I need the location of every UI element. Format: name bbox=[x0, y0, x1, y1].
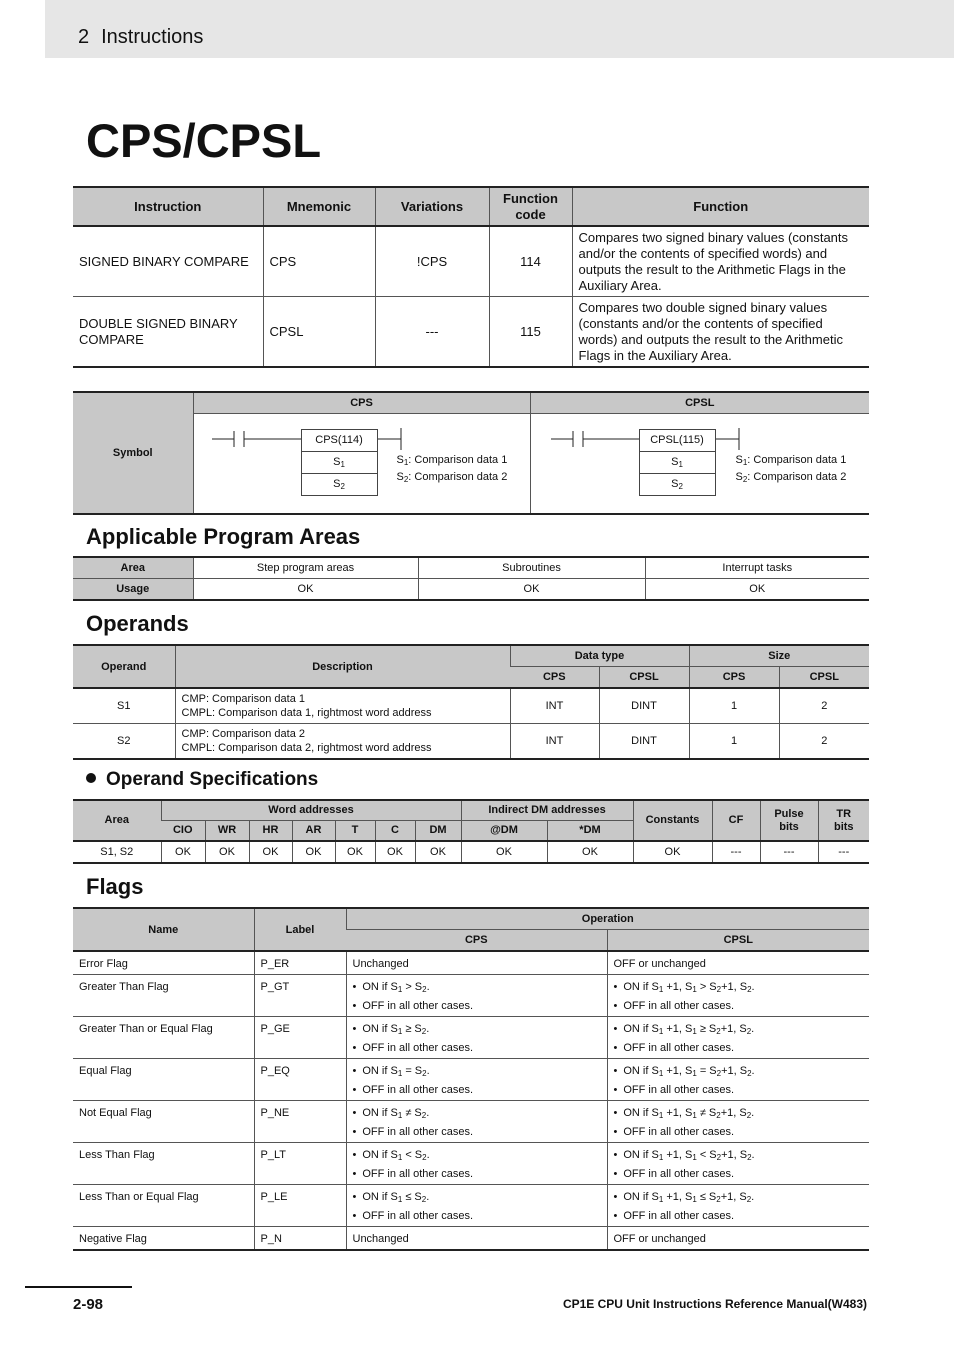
flag-cps-op: • ON if $S_1 = S_2$. • OFF in all other cases. bbox=[346, 1059, 607, 1101]
applicable-areas-table bbox=[73, 556, 869, 601]
area-step: Step program areas bbox=[193, 557, 418, 579]
spec-c: OK bbox=[375, 841, 415, 863]
table-row bbox=[73, 557, 869, 579]
col-pulse-bits bbox=[760, 800, 818, 841]
table-row bbox=[73, 1101, 869, 1143]
flag-cpsl-op: • ON if $S_1 +1$, $S_1 = S_2+1$, $S_2$. • OFF in all other cases. bbox=[607, 1059, 869, 1101]
block-operand-s1: $S_1$ bbox=[302, 452, 377, 474]
spec-dm: OK bbox=[415, 841, 461, 863]
function-code: 115 bbox=[489, 297, 572, 368]
operands-table bbox=[73, 644, 869, 760]
flag-cps-op: • ON if $S_1 < S_2$. • OFF in all other cases. bbox=[346, 1143, 607, 1185]
col-description: Description bbox=[175, 645, 510, 688]
operand-legend bbox=[736, 452, 847, 486]
col-indirect-dm: Indirect DM addresses bbox=[461, 800, 633, 821]
col-operand: Operand bbox=[73, 645, 175, 688]
operand-legend-s2: $S_2$: Comparison data 2 bbox=[396, 471, 508, 484]
operand-legend-s1: $S_1$: Comparison data 1 bbox=[735, 454, 847, 467]
cpsl-type: DINT bbox=[599, 724, 689, 760]
table-row bbox=[73, 1017, 869, 1059]
mnemonic: CPSL bbox=[263, 297, 375, 368]
page-number: 2-98 bbox=[73, 1296, 104, 1313]
operand-legend-s1: $S_1$: Comparison data 1 bbox=[396, 454, 508, 467]
flag-name: Less Than Flag bbox=[73, 1143, 254, 1185]
col-c: C bbox=[375, 821, 415, 842]
flag-cps-op: • ON if $S_1 \le S_2$. • OFF in all other cases. bbox=[346, 1185, 607, 1227]
flag-cps-op: • ON if $S_1 \ge S_2$. • OFF in all other cases. bbox=[346, 1017, 607, 1059]
spec-tr: --- bbox=[818, 841, 869, 863]
col-size-cpsl: CPSL bbox=[779, 667, 869, 689]
spec-t: OK bbox=[335, 841, 375, 863]
table-row bbox=[73, 724, 869, 760]
cps-type: INT bbox=[510, 724, 599, 760]
symbol-label: Symbol bbox=[73, 392, 193, 514]
table-row bbox=[73, 579, 869, 601]
flag-name: Less Than or Equal Flag bbox=[73, 1185, 254, 1227]
col-op-cps: CPS bbox=[346, 930, 607, 952]
flag-name: Equal Flag bbox=[73, 1059, 254, 1101]
flag-label: P_LE bbox=[254, 1185, 346, 1227]
col-hr: HR bbox=[249, 821, 292, 842]
desc-line: CMPL: Comparison data 1, rightmost word address bbox=[181, 707, 432, 719]
col-flag-name: Name bbox=[73, 908, 254, 951]
table-row bbox=[73, 841, 869, 863]
symbol-head-cps: CPS bbox=[193, 392, 530, 414]
col-pulse-line2: bits bbox=[779, 820, 799, 833]
footer-rule bbox=[25, 1286, 132, 1288]
operand-description bbox=[175, 724, 510, 760]
col-variations: Variations bbox=[375, 187, 489, 226]
col-dm: DM bbox=[415, 821, 461, 842]
flags-table bbox=[73, 907, 869, 1251]
table-row bbox=[73, 1185, 869, 1227]
chapter-number: 2 bbox=[78, 26, 90, 48]
col-size-cps: CPS bbox=[689, 667, 779, 689]
instruction-name: DOUBLE SIGNED BINARY COMPARE bbox=[73, 297, 263, 368]
spec-hr: OK bbox=[249, 841, 292, 863]
operand-legend bbox=[397, 452, 508, 486]
col-tr-bits bbox=[818, 800, 869, 841]
flag-label: P_N bbox=[254, 1227, 346, 1251]
area-subroutines: Subroutines bbox=[418, 557, 645, 579]
flag-label: P_NE bbox=[254, 1101, 346, 1143]
col-mnemonic: Mnemonic bbox=[263, 187, 375, 226]
col-ar: AR bbox=[292, 821, 335, 842]
symbol-table bbox=[73, 391, 869, 515]
table-row bbox=[73, 1059, 869, 1101]
spec-constants: OK bbox=[633, 841, 712, 863]
flag-cpsl-op: • ON if $S_1 +1$, $S_1 \le S_2+1$, $S_2$. • OFF in all other cases. bbox=[607, 1185, 869, 1227]
instruction-block bbox=[301, 429, 378, 496]
cps-size: 1 bbox=[689, 724, 779, 760]
col-type-cpsl: CPSL bbox=[599, 667, 689, 689]
bullet-icon bbox=[86, 773, 96, 783]
spec-area: S1, S2 bbox=[73, 841, 161, 863]
table-row bbox=[73, 297, 869, 368]
spec-star-dm: OK bbox=[547, 841, 633, 863]
table-row bbox=[73, 951, 869, 975]
spec-at-dm: OK bbox=[461, 841, 547, 863]
desc-line: CMPL: Comparison data 2, rightmost word address bbox=[181, 742, 432, 754]
cpsl-type: DINT bbox=[599, 688, 689, 724]
col-star-dm: *DM bbox=[547, 821, 633, 842]
col-cf: CF bbox=[712, 800, 760, 841]
instruction-table-header bbox=[73, 187, 869, 226]
section-heading-areas: Applicable Program Areas bbox=[86, 524, 361, 549]
block-operand-s2: $S_2$ bbox=[671, 478, 683, 491]
flag-cpsl-op: OFF or unchanged bbox=[607, 1227, 869, 1251]
col-wr: WR bbox=[205, 821, 249, 842]
col-t: T bbox=[335, 821, 375, 842]
function-text: Compares two double signed binary values (constants and/or the contents of specified words) and outputs the result to the Arithmetic Flags in the Auxiliary Area. bbox=[572, 297, 869, 368]
cpsl-size: 2 bbox=[779, 724, 869, 760]
col-operation: Operation bbox=[346, 908, 869, 930]
col-tr-line2: bits bbox=[833, 820, 854, 833]
usage-subroutines: OK bbox=[418, 579, 645, 601]
col-pulse-line1: Pulse bbox=[774, 807, 804, 820]
col-area: Area bbox=[73, 800, 161, 841]
col-cio: CIO bbox=[161, 821, 205, 842]
col-at-dm: @DM bbox=[461, 821, 547, 842]
flag-cpsl-op: • ON if $S_1 +1$, $S_1 < S_2+1$, $S_2$. • OFF in all other cases. bbox=[607, 1143, 869, 1185]
flag-label: P_GT bbox=[254, 975, 346, 1017]
flag-cpsl-op: OFF or unchanged bbox=[607, 951, 869, 975]
flag-cps-op: • ON if $S_1 \ne S_2$. • OFF in all other cases. bbox=[346, 1101, 607, 1143]
subsection-title: Operand Specifications bbox=[106, 769, 319, 790]
col-size: Size bbox=[689, 645, 869, 667]
instruction-table bbox=[73, 186, 869, 368]
flag-cps-op: Unchanged bbox=[346, 951, 607, 975]
col-function-code: Function code bbox=[489, 187, 572, 226]
col-flag-label: Label bbox=[254, 908, 346, 951]
symbol-cpsl-cell bbox=[530, 414, 869, 515]
col-data-type: Data type bbox=[510, 645, 689, 667]
operand-legend-s2: $S_2$: Comparison data 2 bbox=[735, 471, 847, 484]
subsection-heading-specs bbox=[86, 769, 318, 791]
table-row bbox=[73, 1227, 869, 1251]
mnemonic: CPS bbox=[263, 226, 375, 297]
page-title: CPS/CPSL bbox=[86, 114, 322, 167]
table-row bbox=[73, 975, 869, 1017]
spec-cio: OK bbox=[161, 841, 205, 863]
usage-step: OK bbox=[193, 579, 418, 601]
flag-name: Error Flag bbox=[73, 951, 254, 975]
flag-name: Greater Than or Equal Flag bbox=[73, 1017, 254, 1059]
col-constants: Constants bbox=[633, 800, 712, 841]
table-row bbox=[73, 226, 869, 297]
spec-ar: OK bbox=[292, 841, 335, 863]
flag-label: P_LT bbox=[254, 1143, 346, 1185]
operand-description bbox=[175, 688, 510, 724]
instruction-block bbox=[639, 429, 716, 496]
block-name: CPSL(115) bbox=[640, 430, 715, 452]
flag-cpsl-op: • ON if $S_1 +1$, $S_1 \ge S_2+1$, $S_2$. • OFF in all other cases. bbox=[607, 1017, 869, 1059]
operand-name: S1 bbox=[73, 688, 175, 724]
operand-name: S2 bbox=[73, 724, 175, 760]
col-op-cpsl: CPSL bbox=[607, 930, 869, 952]
flag-cpsl-op: • ON if $S_1 +1$, $S_1 \ne S_2+1$, $S_2$. • OFF in all other cases. bbox=[607, 1101, 869, 1143]
col-type-cps: CPS bbox=[510, 667, 599, 689]
cps-type: INT bbox=[510, 688, 599, 724]
areas-row-label: Area bbox=[73, 557, 193, 579]
symbol-head-cpsl: CPSL bbox=[530, 392, 869, 414]
variations: !CPS bbox=[375, 226, 489, 297]
symbol-cps-cell bbox=[193, 414, 530, 515]
flag-label: P_ER bbox=[254, 951, 346, 975]
flag-label: P_GE bbox=[254, 1017, 346, 1059]
flag-name: Greater Than Flag bbox=[73, 975, 254, 1017]
col-tr-line1: TR bbox=[836, 807, 852, 820]
block-operand-s2: $S_2$ bbox=[333, 478, 345, 491]
flag-name: Negative Flag bbox=[73, 1227, 254, 1251]
chapter-heading bbox=[78, 26, 203, 49]
flag-cps-op: Unchanged bbox=[346, 1227, 607, 1251]
cps-size: 1 bbox=[689, 688, 779, 724]
flag-label: P_EQ bbox=[254, 1059, 346, 1101]
col-word-addresses: Word addresses bbox=[161, 800, 461, 821]
section-heading-flags: Flags bbox=[86, 874, 144, 899]
operand-specs-table bbox=[73, 799, 869, 864]
table-row bbox=[73, 688, 869, 724]
function-text: Compares two signed binary values (constants and/or the contents of specified words) and outputs the result to the Arithmetic Flags in the Auxiliary Area. bbox=[572, 226, 869, 297]
flag-cps-op: • ON if $S_1 > S_2$. • OFF in all other cases. bbox=[346, 975, 607, 1017]
manual-title: CP1E CPU Unit Instructions Reference Manual(W483) bbox=[562, 1297, 867, 1311]
usage-interrupt: OK bbox=[645, 579, 869, 601]
spec-pulse: --- bbox=[760, 841, 818, 863]
spec-wr: OK bbox=[205, 841, 249, 863]
function-code: 114 bbox=[489, 226, 572, 297]
instruction-name: SIGNED BINARY COMPARE bbox=[73, 226, 263, 297]
area-interrupt: Interrupt tasks bbox=[645, 557, 869, 579]
chapter-title: Instructions bbox=[101, 26, 204, 48]
col-function: Function bbox=[572, 187, 869, 226]
cpsl-size: 2 bbox=[779, 688, 869, 724]
section-heading-operands: Operands bbox=[86, 611, 189, 636]
usage-row-label: Usage bbox=[73, 579, 193, 601]
block-name: CPS(114) bbox=[302, 430, 377, 452]
desc-line: CMP: Comparison data 2 bbox=[181, 728, 305, 740]
spec-cf: --- bbox=[712, 841, 760, 863]
flag-name: Not Equal Flag bbox=[73, 1101, 254, 1143]
flag-cpsl-op: • ON if $S_1 +1$, $S_1 > S_2+1$, $S_2$. • OFF in all other cases. bbox=[607, 975, 869, 1017]
table-row bbox=[73, 1143, 869, 1185]
block-operand-s1: $S_1$ bbox=[640, 452, 715, 474]
col-instruction: Instruction bbox=[73, 187, 263, 226]
desc-line: CMP: Comparison data 1 bbox=[181, 693, 305, 705]
variations: --- bbox=[375, 297, 489, 368]
